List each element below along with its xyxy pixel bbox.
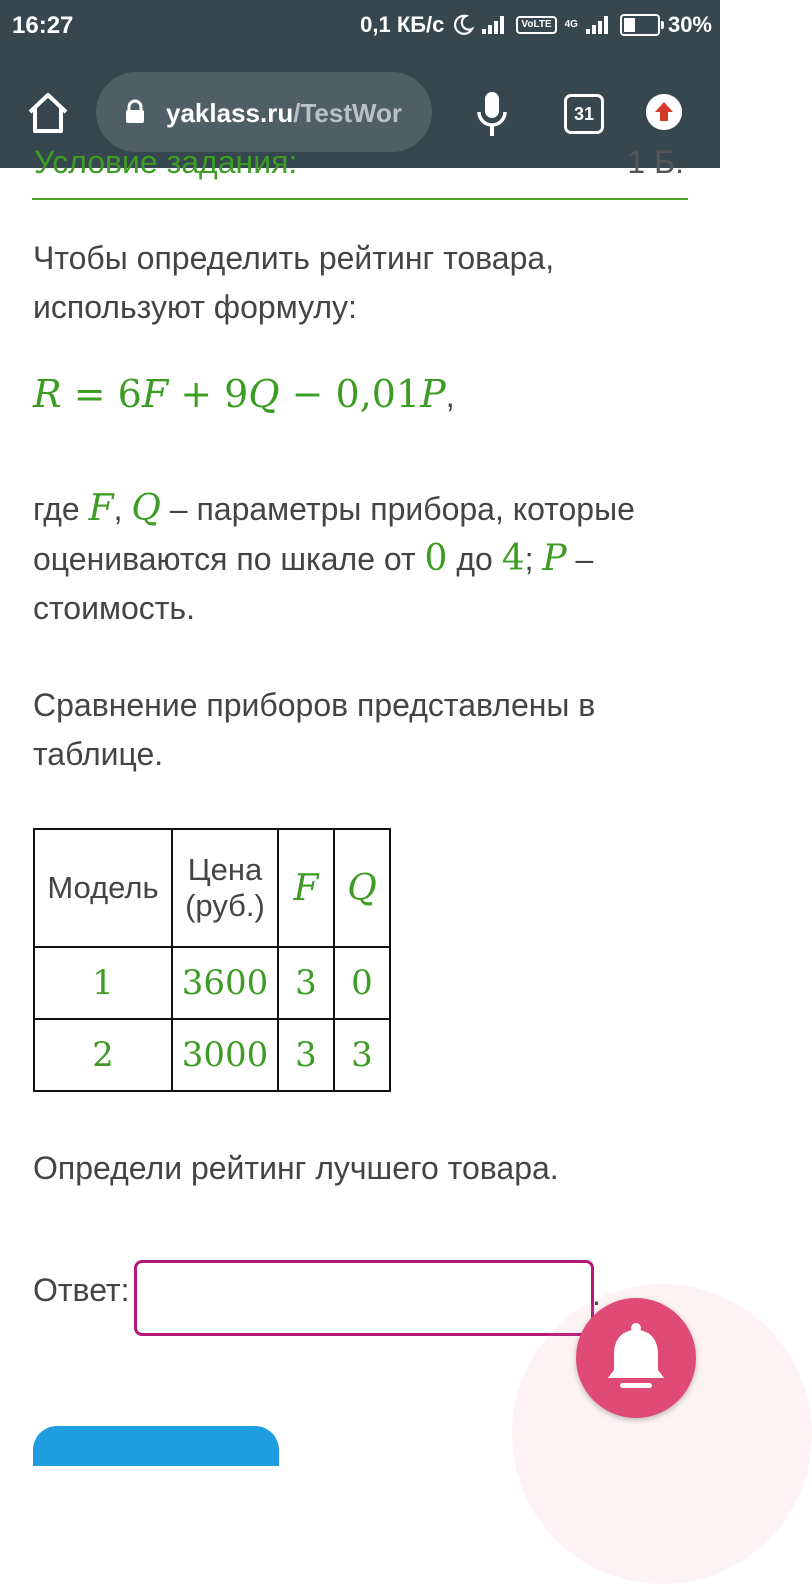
where-part-4: ; bbox=[524, 541, 543, 577]
battery-fill bbox=[624, 18, 635, 32]
where-part-3: до bbox=[447, 541, 502, 577]
bell-icon bbox=[576, 1298, 696, 1418]
task-heading: Условие задания: bbox=[34, 144, 298, 180]
task-score: 1 Б. bbox=[627, 144, 684, 180]
header-price bbox=[172, 829, 278, 947]
cell-Q: 0 bbox=[334, 947, 390, 1019]
var-Q: Q bbox=[248, 372, 280, 416]
tab-count-button[interactable]: 31 bbox=[564, 94, 604, 134]
where-zero: 0 bbox=[424, 538, 448, 579]
cell-Q: 3 bbox=[334, 1019, 390, 1091]
header-F bbox=[278, 829, 334, 947]
microphone-icon[interactable] bbox=[474, 90, 510, 138]
table-row bbox=[34, 947, 390, 1019]
url-path: /TestWor bbox=[293, 98, 403, 128]
submit-button[interactable] bbox=[33, 1426, 279, 1466]
signal-icon bbox=[482, 16, 508, 34]
where-part-1: где bbox=[33, 491, 89, 527]
cell-price: 3000 bbox=[172, 1019, 278, 1091]
table-row bbox=[34, 1019, 390, 1091]
net-speed: 0,1 КБ/с bbox=[360, 12, 445, 37]
update-arrow-icon[interactable] bbox=[646, 94, 682, 130]
status-time: 16:27 bbox=[12, 12, 74, 39]
formula bbox=[33, 372, 455, 417]
var-F: F bbox=[141, 372, 169, 416]
header-Q bbox=[334, 829, 390, 947]
cell-model: 1 bbox=[34, 947, 172, 1019]
header-Q-var: Q bbox=[347, 867, 377, 909]
header-model: Модель bbox=[34, 829, 172, 947]
where-part-2: – параметры прибора, которые оцениваются по шкале от bbox=[33, 491, 635, 577]
formula-comma: , bbox=[445, 378, 455, 414]
table-header-row bbox=[34, 829, 390, 947]
heading-divider bbox=[32, 198, 688, 200]
cell-model: 2 bbox=[34, 1019, 172, 1091]
cell-price: 3600 bbox=[172, 947, 278, 1019]
volte-badge: VoLTE bbox=[516, 16, 556, 34]
cell-F: 3 bbox=[278, 947, 334, 1019]
signal-icon-2 bbox=[586, 16, 612, 34]
header-price-line1: Цена bbox=[187, 852, 263, 887]
where-text bbox=[33, 484, 683, 633]
formula-part-1: = 6 bbox=[61, 372, 142, 416]
where-four: 4 bbox=[501, 538, 525, 579]
status-bar bbox=[0, 0, 720, 56]
formula-part-3: − 0,01 bbox=[279, 372, 421, 416]
formula-part-2: + 9 bbox=[168, 372, 249, 416]
where-part-5: – стоимость. bbox=[33, 541, 594, 626]
intro-text: Чтобы определить рейтинг товара, используют формулу: bbox=[33, 240, 555, 325]
address-bar[interactable] bbox=[96, 72, 432, 152]
cell-F: 3 bbox=[278, 1019, 334, 1091]
task-content bbox=[0, 144, 720, 1440]
where-sep: , bbox=[113, 491, 132, 527]
where-var-Q: Q bbox=[131, 488, 161, 529]
moon-icon bbox=[452, 14, 474, 36]
home-icon[interactable] bbox=[24, 90, 72, 136]
answer-suffix: . bbox=[592, 1276, 601, 1312]
url-domain: yaklass.ru bbox=[166, 98, 294, 128]
var-P: P bbox=[420, 372, 446, 416]
where-var-F: F bbox=[88, 488, 114, 529]
battery-icon bbox=[620, 14, 660, 36]
comparison-text: Сравнение приборов представлены в таблице. bbox=[33, 687, 596, 772]
answer-label: Ответ: bbox=[33, 1272, 130, 1308]
lock-icon bbox=[124, 100, 146, 124]
header-F-var: F bbox=[293, 867, 319, 909]
network-type: 4G bbox=[564, 19, 578, 30]
var-R: R bbox=[33, 372, 62, 416]
status-icons bbox=[360, 12, 712, 38]
notification-button[interactable] bbox=[576, 1298, 696, 1418]
where-var-P: P bbox=[542, 538, 567, 579]
answer-input[interactable] bbox=[134, 1260, 594, 1336]
header-price-line2: (руб.) bbox=[185, 888, 265, 923]
url-text[interactable] bbox=[166, 98, 416, 128]
comparison-table bbox=[33, 828, 391, 1092]
question-text: Определи рейтинг лучшего товара. bbox=[33, 1150, 559, 1186]
battery-percent: 30% bbox=[667, 12, 712, 37]
